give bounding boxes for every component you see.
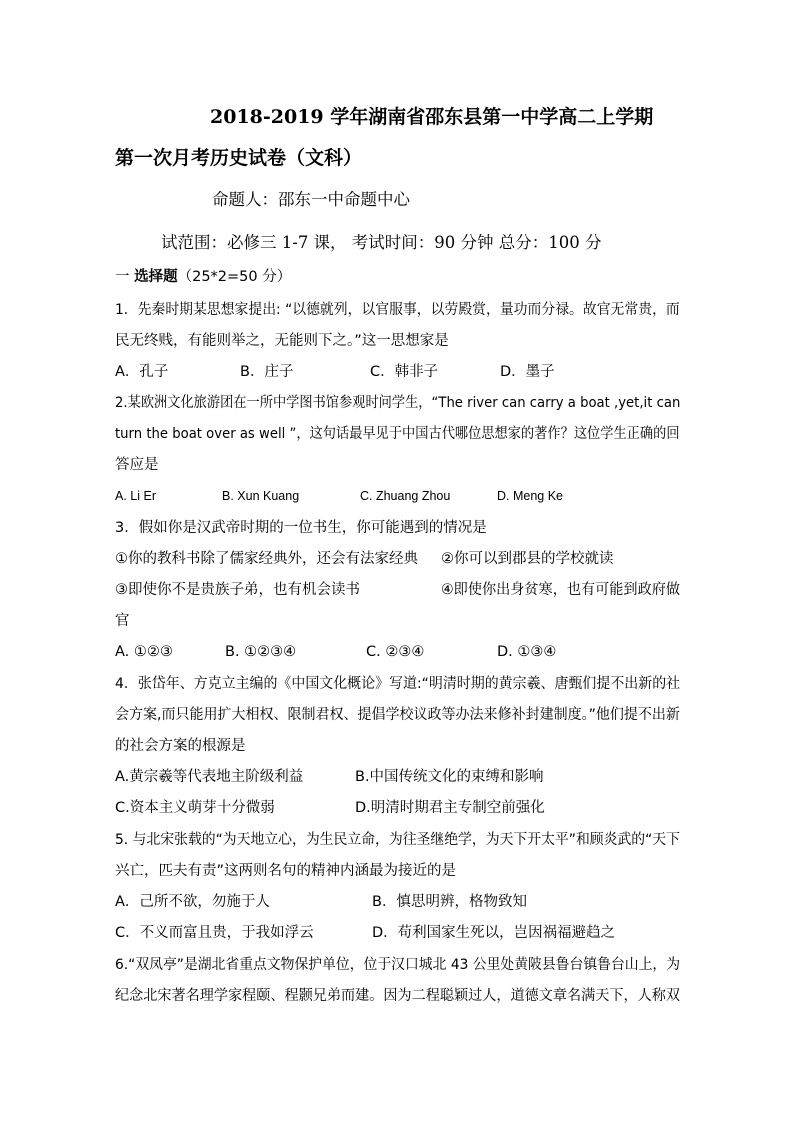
q5-option-d: D．苟利国家生死以，岂因祸福避趋之 xyxy=(372,925,616,941)
q5-stem-line-2: 兴亡，匹夫有责”这两则名句的精神内涵最为接近的是 xyxy=(115,863,457,879)
q4-option-d: D.明清时期君主专制空前强化 xyxy=(355,800,545,816)
q3-statement-2: ②你可以到郡县的学校就读 xyxy=(441,551,614,567)
q1-stem-line-1: 1．先秦时期某思想家提出: “以德就列，以官服事，以劳殿赏，量功而分禄。故官无常贵，而 xyxy=(115,302,680,318)
q2-stem-line-2: turn the boat over as well ”，这句话最早见于中国古代哪位思想家的著作？这位学生正确的回 xyxy=(115,426,680,442)
q1-option-b: B．庄子 xyxy=(240,364,294,380)
q2-stem-line-1: 2.某欧洲文化旅游团在一所中学图书馆参观时问学生，“The river can carry a boat ,yet,it can xyxy=(115,395,681,411)
q6-stem-line-2: 纪念北宋著名理学家程颐、程颢兄弟而建。因为二程聪颖过人，道德文章名满天下，人称双 xyxy=(115,988,680,1004)
q4-stem-line-3: 的社会方案的根源是 xyxy=(115,738,246,754)
q1-stem-line-2: 民无终贱，有能则举之，无能则下之。”这一思想家是 xyxy=(115,333,449,349)
exam-info-line: 试范围：必修三 1-7 课， 考试时间：90 分钟 总分：100 分 xyxy=(161,233,602,252)
q1-option-a: A．孔子 xyxy=(115,364,169,380)
q4-option-a: A.黄宗羲等代表地主阶级利益 xyxy=(115,769,304,785)
q3-statement-3: ③即使你不是贵族子弟，也有机会读书 xyxy=(115,582,360,598)
q1-option-c: C．韩非子 xyxy=(370,364,439,380)
author-line: 命题人：邵东一中命题中心 xyxy=(212,190,410,209)
q5-option-c: C．不义而富且贵，于我如浮云 xyxy=(115,925,314,941)
q3-option-d: D. ①③④ xyxy=(497,644,557,660)
q4-stem-line-2: 会方案,而只能用扩大相权、限制君权、提倡学校议政等办法来修补封建制度。”他们提不出新 xyxy=(115,707,680,723)
section-points: （25*2=50 分） xyxy=(177,269,292,285)
section-heading xyxy=(115,267,291,287)
q3-statement-4: ④即使你出身贫寒，也有可能到政府做 xyxy=(441,582,680,598)
title-line-2: 第一次月考历史试卷（文科） xyxy=(115,147,363,169)
q5-option-b: B．慎思明辨，格物致知 xyxy=(372,894,527,910)
section-title: 选择题 xyxy=(134,269,178,285)
q2-option-c: C. Zhuang Zhou xyxy=(360,489,451,503)
q4-option-b: B.中国传统文化的束缚和影响 xyxy=(355,769,544,785)
q3-option-c: C. ②③④ xyxy=(366,644,425,660)
q3-option-b: B. ①②③④ xyxy=(225,644,297,660)
q3-stem: 3．假如你是汉武帝时期的一位书生，你可能遇到的情况是 xyxy=(115,520,487,536)
q4-option-c: C.资本主义萌芽十分微弱 xyxy=(115,800,275,816)
q4-stem-line-1: 4．张岱年、方克立主编的《中国文化概论》写道:“明清时期的黄宗羲、唐甄们提不出新的社 xyxy=(115,676,681,692)
q3-option-a: A. ①②③ xyxy=(115,644,173,660)
q3-statement-1: ①你的教科书除了儒家经典外，还会有法家经典 xyxy=(115,551,418,567)
q2-option-d: D. Meng Ke xyxy=(497,489,564,503)
q5-option-a: A．己所不欲，勿施于人 xyxy=(115,894,270,910)
q2-option-a: A. Li Er xyxy=(115,489,156,503)
q5-stem-line-1: 5. 与北宋张载的“为天地立心，为生民立命，为往圣继绝学，为天下开太平”和顾炎武的“天下 xyxy=(115,832,680,848)
q6-stem-line-1: 6.“双凤亭”是湖北省重点文物保护单位，位于汉口城北 43 公里处黄陂县鲁台镇鲁台山上，为 xyxy=(115,957,681,973)
q3-statement-4-cont: 官 xyxy=(115,613,130,629)
title-line-1: 2018-2019 学年湖南省邵东县第一中学高二上学期 xyxy=(210,106,654,128)
q2-option-b: B. Xun Kuang xyxy=(222,489,300,503)
q2-stem-line-3: 答应是 xyxy=(115,457,159,473)
section-prefix: 一 xyxy=(115,269,135,285)
q1-option-d: D．墨子 xyxy=(500,364,555,380)
